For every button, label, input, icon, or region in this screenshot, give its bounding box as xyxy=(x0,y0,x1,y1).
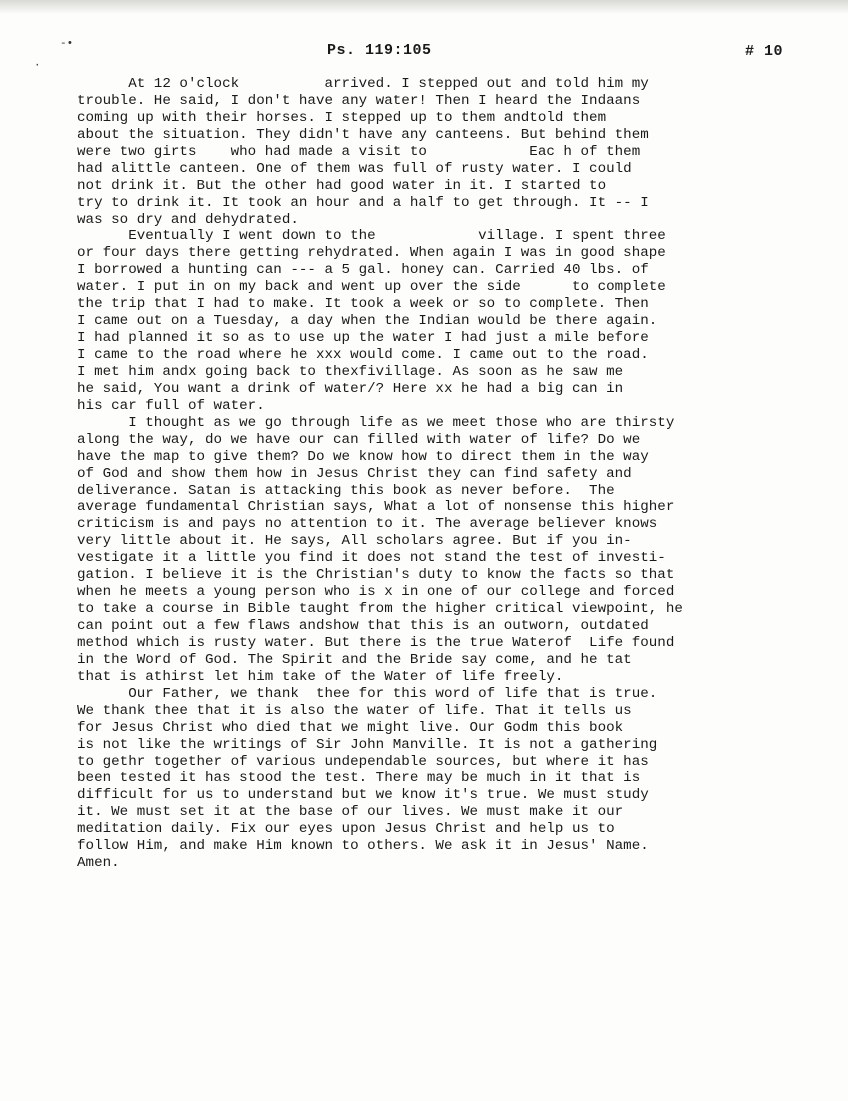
text-line: had alittle canteen. One of them was full of rusty water. I could xyxy=(77,160,632,177)
text-line: gation. I believe it is the Christian's duty to know the facts so that xyxy=(77,567,675,584)
text-line: try to drink it. It took an hour and a half to get through. It -- I xyxy=(77,194,649,211)
text-line: meditation daily. Fix our eyes upon Jesus Christ and help us to xyxy=(77,821,615,838)
text-line: to gethr together of various undependable sources, but where it has xyxy=(77,753,649,770)
text-line: along the way, do we have our can filled with water of life? Do we xyxy=(77,431,641,448)
text-line: criticism is and pays no attention to it. The average believer knows xyxy=(77,516,658,533)
text-line: deliverance. Satan is attacking this book as never before. The xyxy=(77,482,615,499)
text-line: I came to the road where he xxx would come. I came out to the road. xyxy=(77,347,649,363)
text-line: I met him andx going back to thexfivillage. As soon as he saw me xyxy=(77,363,624,380)
text-line: not drink it. But the other had good water in it. I started to xyxy=(77,177,607,194)
text-line: follow Him, and make Him known to others. We ask it in Jesus' Name. xyxy=(77,838,649,855)
text-line: water. I put in on my back and went up over the side to complete xyxy=(77,279,666,296)
text-line: in the Word of God. The Spirit and the Bride say come, and he tat xyxy=(77,651,632,668)
text-line: is not like the writings of Sir John Manville. It is not a gathering xyxy=(77,736,658,753)
text-line: I had planned it so as to use up the water I had just a mile before xyxy=(77,330,649,347)
pen-mark: -• xyxy=(60,38,74,50)
text-line: about the situation. They didn't have any canteens. But behind them xyxy=(77,126,649,143)
text-line: I came out on a Tuesday, a day when the Indian would be there again. xyxy=(77,313,658,330)
text-line: were two girts who had made a visit to Eac h of them xyxy=(77,143,641,160)
text-line: difficult for us to understand but we know it's true. We must study xyxy=(77,787,649,804)
text-line: been tested it has stood the test. There may be much in it that is xyxy=(77,770,641,787)
text-line: coming up with their horses. I stepped up to them andtold them xyxy=(77,109,607,126)
text-line: it. We must set it at the base of our lives. We must make it our xyxy=(77,804,624,821)
text-line: At 12 o'clock arrived. I stepped out and told him my xyxy=(77,76,649,92)
scan-edge-shadow xyxy=(0,0,848,14)
text-line: he said, You want a drink of water/? Here xx he had a big can in xyxy=(77,380,624,397)
text-line: vestigate it a little you find it does not stand the test of investi- xyxy=(77,550,666,567)
text-line: when he meets a young person who is x in one of our college and forced xyxy=(77,584,675,601)
text-line: the trip that I had to make. It took a week or so to complete. Then xyxy=(77,296,649,313)
text-line: can point out a few flaws andshow that this is an outworn, outdated xyxy=(77,618,649,634)
text-line: or four days there getting rehydrated. When again I was in good shape xyxy=(77,245,666,262)
pen-mark: · xyxy=(34,60,41,72)
text-line: his car full of water. xyxy=(77,397,265,414)
text-line: have the map to give them? Do we know how to direct them in the way xyxy=(77,448,649,465)
text-line: that is athirst let him take of the Water of life freely. xyxy=(77,668,564,685)
text-line: to take a course in Bible taught from the higher critical viewpoint, he xyxy=(77,601,683,618)
text-line: average fundamental Christian says, What a lot of nonsense this higher xyxy=(77,499,675,516)
text-line: Eventually I went down to the village. I spent three xyxy=(77,228,666,245)
text-line: method which is rusty water. But there is the true Waterof Life found xyxy=(77,634,675,651)
text-line: for Jesus Christ who died that we might live. Our Godm this book xyxy=(77,719,624,736)
body-text xyxy=(77,76,817,872)
scripture-reference: Ps. 119:105 xyxy=(327,42,432,59)
text-line: trouble. He said, I don't have any water! Then I heard the Indaans xyxy=(77,92,641,109)
text-line: very little about it. He says, All scholars agree. But if you in- xyxy=(77,533,632,550)
text-line: of God and show them how in Jesus Christ they can find safety and xyxy=(77,465,632,482)
text-line: Amen. xyxy=(77,855,120,872)
text-line: Our Father, we thank thee for this word of life that is true. xyxy=(77,685,658,702)
page-number: # 10 xyxy=(745,43,784,60)
text-line: I thought as we go through life as we meet those who are thirsty xyxy=(77,414,675,431)
text-line: We thank thee that it is also the water of life. That it tells us xyxy=(77,702,632,719)
text-line: was so dry and dehydrated. xyxy=(77,211,299,228)
text-line: I borrowed a hunting can --- a 5 gal. honey can. Carried 40 lbs. of xyxy=(77,262,649,279)
